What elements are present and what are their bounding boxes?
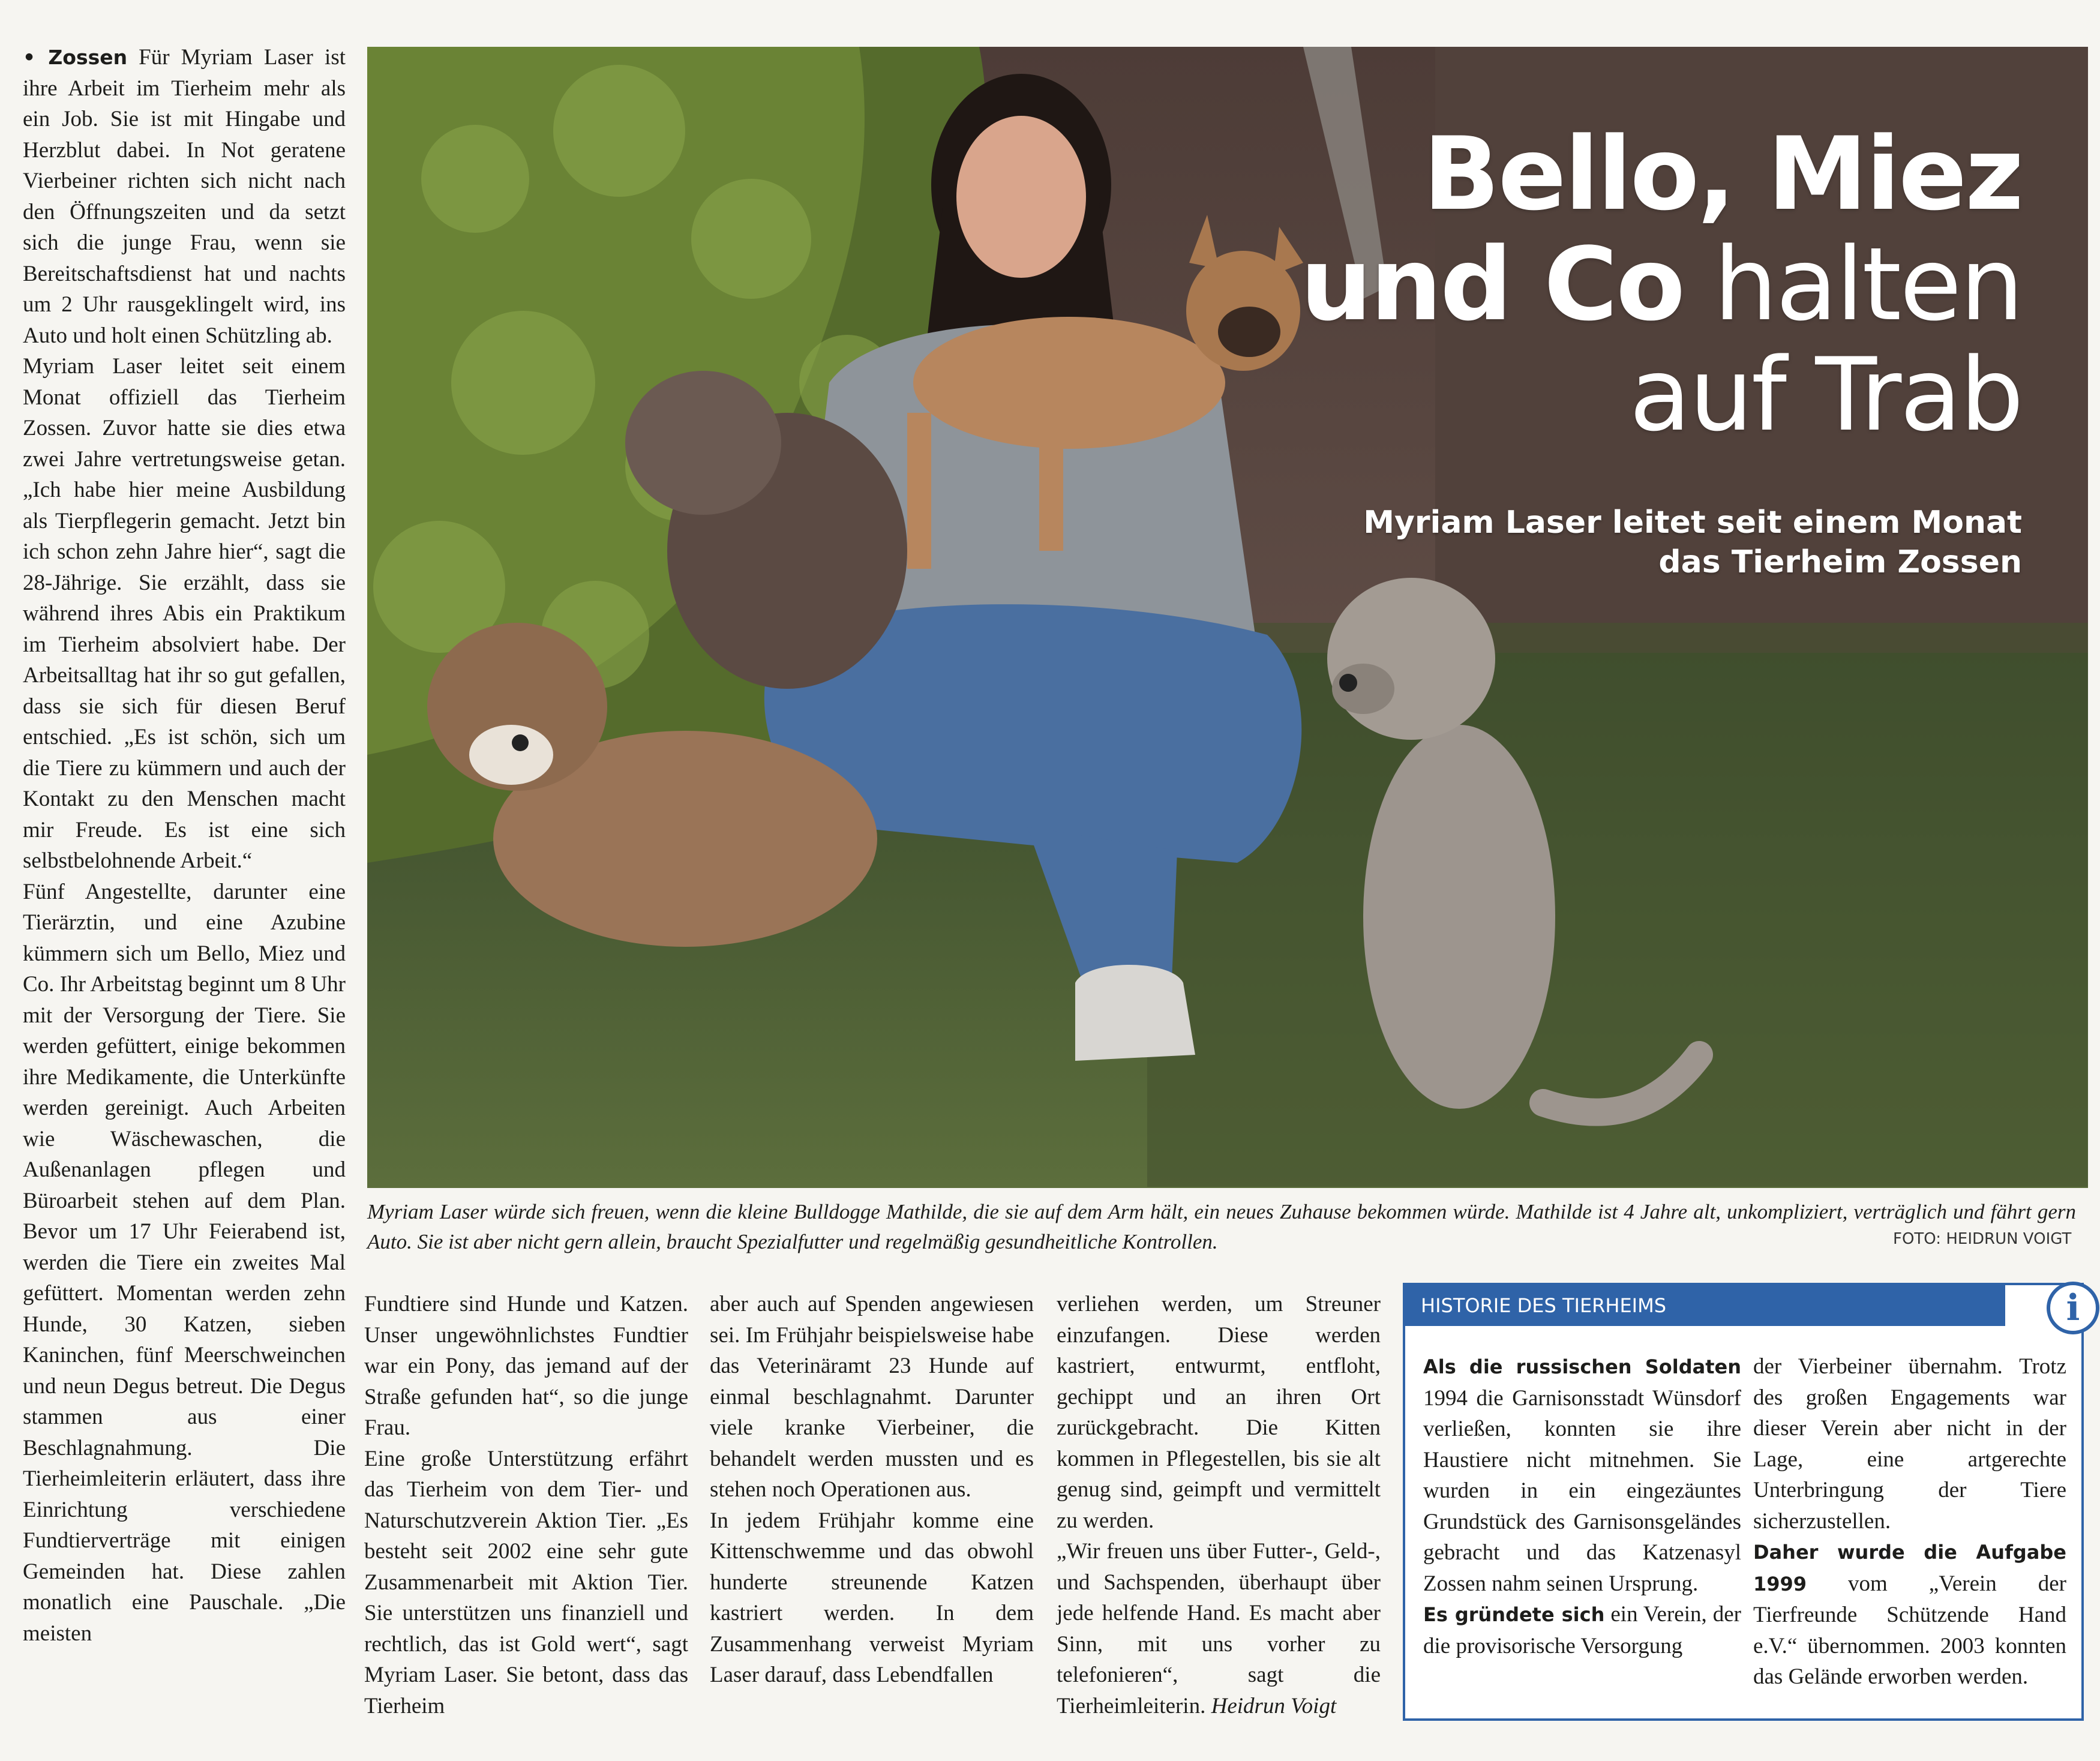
headline-line-1: Bello, Miez: [1423, 115, 2022, 233]
infobox-text: vom „Verein der Tierfreunde Schützende Hand e.V.“ übernommen. 2003 konnten das Gelände erworben werden.: [1753, 1571, 2066, 1689]
infobox-title: HISTORIE DES TIERHEIMS: [1405, 1285, 2005, 1326]
photo-credit: FOTO: HEIDRUN VOIGT: [1893, 1230, 2072, 1248]
article-photo: [367, 47, 2088, 1188]
paragraph: aber auch auf Spenden angewiesen sei. Im Frühjahr beispielsweise habe das Veterinäramt 23 Hunde auf einmal beschlagnahmt. Darunter viele kranke Vierbeiner, die behandelt werden mussten und es stehen noch Operationen aus.: [710, 1292, 1034, 1502]
subheadline-line-2: das Tierheim Zossen: [1658, 544, 2022, 580]
infobox-lead: Es gründete sich: [1423, 1603, 1605, 1626]
paragraph: verliehen werden, um Streuner einzufangen. Diese werden kastriert, entwurmt, entfloht, gechippt und an ihren Ort zurückgebracht. Die Kitten kommen in Pflegestellen, bis sie alt genug sind, geimpft und vermittelt zu werden.: [1057, 1292, 1381, 1533]
article-column-3: [710, 1289, 1034, 1691]
paragraph: Eine große Unterstützung erfährt das Tierheim von dem Tier- und Naturschutzverein Aktion Tier. „Es besteht seit 2002 eine sehr gute Zusammenarbeit mit Aktion Tier. Sie unterstützen uns finanziell und rechtlich, das ist Gold wert“, sagt Myriam Laser. Sie betont, dass das Tierheim: [364, 1446, 688, 1718]
infobox-lead: Als die russischen Soldaten: [1423, 1355, 1741, 1378]
paragraph: „Wir freuen uns über Futter-, Geld-, und Sachspenden, überhaupt über jede helfende Hand. Es macht aber Sinn, mit uns vorher zu telefonieren“, sagt die Tierheimleiterin.: [1057, 1539, 1381, 1718]
paragraph: Für Myriam Laser ist ihre Arbeit im Tierheim mehr als ein Job. Sie ist mit Hingabe und Herzblut dabei. In Not geratene Vierbeiner richten sich nicht nach den Öffnungszeiten und da setzt sich die junge Frau, wenn sie Bereitschaftsdienst hat und nachts um 2 Uhr rausgeklingelt wird, ins Auto und holt einen Schützling ab.: [23, 45, 346, 348]
author-name: Heidrun Voigt: [1211, 1693, 1337, 1718]
infobox-lead: Daher wurde die Aufgabe 1999: [1753, 1541, 2066, 1595]
infobox-text: ein Verein, der die provisorische Versorgung: [1423, 1602, 1742, 1658]
paragraph: In jedem Frühjahr komme eine Kittenschwemme und das obwohl hunderte streunende Katzen kastriert werden. In dem Zusammenhang verweist Myriam Laser darauf, dass Lebendfallen: [710, 1508, 1034, 1687]
headline: [1300, 115, 2022, 454]
history-infobox: [1403, 1283, 2084, 1721]
headline-line-2-bold: und Co: [1300, 226, 1684, 343]
subheadline-line-1: Myriam Laser leitet seit einem Monat: [1363, 505, 2022, 541]
infobox-text: 1994 die Garnisonsstadt Wünsdorf verließen, konnten sie ihre Haustiere nicht mitnehmen. Sie wurden in ein eingezäuntes Grundstück des Garnisonsgeländes gebracht und das Katzenasyl Zossen nahm seinen Ursprung.: [1423, 1385, 1741, 1596]
infobox-text: der Vierbeiner übernahm. Trotz des großen Engagements war dieser Verein aber nicht in der Lage, eine artgerechte Unterbringung der Tiere sicherzustellen.: [1753, 1354, 2066, 1534]
subheadline: [1363, 503, 2022, 582]
photo-caption: Myriam Laser würde sich freuen, wenn die kleine Bulldogge Mathilde, die sie auf dem Arm hält, ein neues Zuhause bekommen würde. Mathilde ist 4 Jahre alt, unkompliziert, verträglich und fährt gern Auto. Sie ist aber nicht gern allein, braucht Spezialfutter und regelmäßig gesundheitliche Kontrollen.: [367, 1200, 2076, 1253]
headline-line-3: auf Trab: [1629, 336, 2022, 454]
infobox-column-2: [1753, 1351, 2066, 1693]
article-column-2: [364, 1289, 688, 1721]
paragraph: Myriam Laser leitet seit einem Monat offiziell das Tierheim Zossen. Zuvor hatte sie dies etwa zwei Jahre vertretungsweise getan. „Ich habe hier meine Ausbildung als Tierpflegerin gemacht. Jetzt bin ich schon zehn Jahre hier“, sagt die 28-Jährige. Sie erzählt, dass sie während ihres Abis ein Praktikum im Tierheim absolviert habe. Der Arbeitsalltag hat ihr so gut gefallen, dass sie sich für diesen Beruf entschied. „Es ist schön, sich um die Tiere zu kümmern und auch der Kontakt zu den Menschen macht mir Freude. Es ist eine sich selbstbelohnende Arbeit.“: [23, 354, 346, 873]
article-column-left: [23, 42, 346, 1649]
infobox-column-1: [1423, 1351, 1741, 1661]
paragraph: Fundtiere sind Hunde und Katzen. Unser ungewöhnlichstes Fundtier war ein Pony, das jemand auf der Straße gefunden hat“, so die junge Frau.: [364, 1292, 688, 1440]
article-column-4: [1057, 1289, 1381, 1721]
paragraph: Fünf Angestellte, darunter eine Tierärztin, und eine Azubine kümmern sich um Bello, Miez und Co. Ihr Arbeitstag beginnt um 8 Uhr mit der Versorgung der Tiere. Sie werden gefüttert, einige bekommen ihre Medikamente, die Unterkünfte werden gereinigt. Auch Arbeiten wie Wäschewaschen, die Außenanlagen pflegen und Büroarbeit stehen auf dem Plan. Bevor um 17 Uhr Feierabend ist, werden die Tiere ein zweites Mal gefüttert. Momentan werden zehn Hunde, 30 Katzen, sieben Kaninchen, fünf Meerschweinchen und neun Degus betreut. Die Degus stammen aus einer Beschlagnahmung. Die Tierheimleiterin erläutert, dass ihre Einrichtung verschiedene Fundtierverträge mit einigen Gemeinden hat. Diese zahlen monatlich eine Pauschale. „Die meisten: [23, 879, 346, 1646]
headline-line-2-light: halten: [1683, 226, 2022, 343]
dateline: • Zossen: [23, 46, 128, 69]
info-icon: i: [2047, 1282, 2099, 1334]
